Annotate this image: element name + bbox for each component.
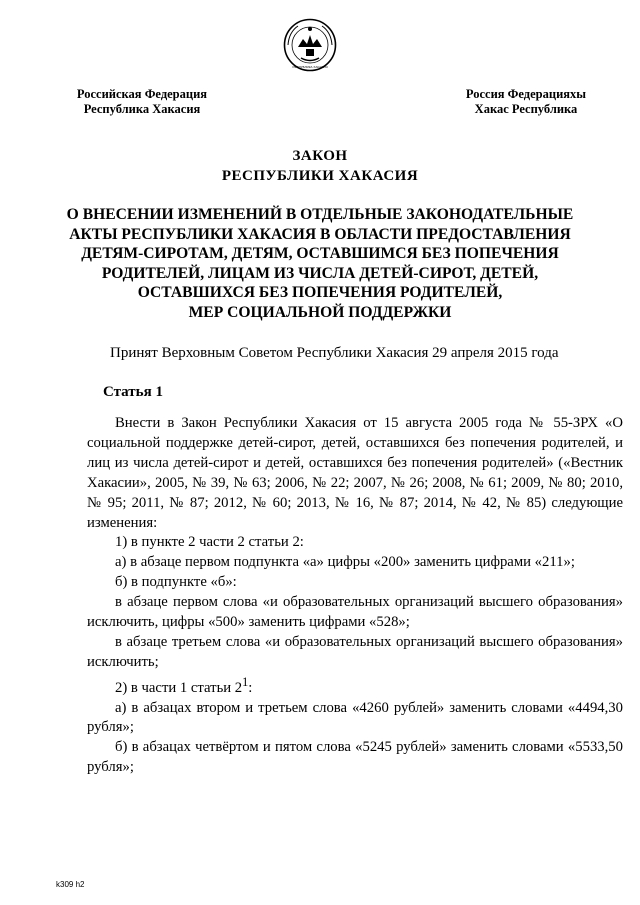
paragraph: 1) в пункте 2 части 2 статьи 2: <box>115 534 304 551</box>
paragraph: в абзаце третьем слова «и образовательных организаций высшего образования» исключить; <box>87 633 623 670</box>
item-2-text: 2) в части 1 статьи 2 <box>115 679 243 696</box>
emblem-text: РЕСПУБЛИКА ХАКАСИЯ <box>292 65 328 69</box>
paragraph: а) в абзацах втором и третьем слова «4260 рублей» заменить словами «4494,30 рубля»; <box>87 699 623 736</box>
document-title <box>40 205 600 322</box>
title-line: АКТЫ РЕСПУБЛИКИ ХАКАСИЯ В ОБЛАСТИ ПРЕДОСТАВЛЕНИЯ <box>69 225 571 243</box>
header-right-line-2: Хакас Республика <box>474 102 578 116</box>
paragraph: а) в абзаце первом подпункта «а» цифры «200» заменить цифрами «211»; <box>115 554 575 571</box>
document-type-line-1: ЗАКОН <box>292 148 348 164</box>
article-title: Статья 1 <box>103 384 163 400</box>
title-line: О ВНЕСЕНИИ ИЗМЕНЕНИЙ В ОТДЕЛЬНЫЕ ЗАКОНОДАТЕЛЬНЫЕ <box>66 206 574 223</box>
title-line: ОСТАВШИХСЯ БЕЗ ПОПЕЧЕНИЯ РОДИТЕЛЕЙ, <box>137 284 503 301</box>
coat-of-arms-icon <box>283 18 337 72</box>
paragraph: б) в подпункте «б»: <box>115 574 237 591</box>
paragraph: б) в абзацах четвёртом и пятом слова «5245 рублей» заменить словами «5533,50 рубля»; <box>87 739 623 776</box>
paragraph: в абзаце первом слова «и образовательных организаций высшего образования» исключить, цифры «500» заменить цифрами «528»; <box>87 594 623 631</box>
header-right <box>436 87 616 117</box>
paragraph <box>87 673 623 699</box>
title-line: ДЕТЯМ-СИРОТАМ, ДЕТЯМ, ОСТАВШИМСЯ БЕЗ ПОПЕЧЕНИЯ <box>81 245 559 262</box>
document-type-line-2: РЕСПУБЛИКИ ХАКАСИЯ <box>221 168 419 184</box>
title-line: РОДИТЕЛЕЙ, ЛИЦАМ ИЗ ЧИСЛА ДЕТЕЙ-СИРОТ, ДЕТЕЙ, <box>101 264 539 282</box>
header-left-line-1: Российская Федерация <box>76 87 208 101</box>
footer-code: k309 h2 <box>56 880 85 889</box>
document-type <box>40 146 600 186</box>
item-2-tail: : <box>248 679 253 696</box>
header-left <box>52 87 232 117</box>
paragraph: Внести в Закон Республики Хакасия от 15 августа 2005 года № 55-ЗРХ «О социальной поддержке детей-сирот, детей, оставшихся без попечения родителей, и лиц из числа детей-сирот и детей, оставшихся без попечения родителей» («Вестник Хакасии», 2005, № 39, № 63; 2006, № 22; 2007, № 26; 2008, № 61; 2009, № 80; 2010, № 95; 2011, № 87; 2012, № 60; 2013, № 16, № 87; 2014, № 42, № 85) следующие изменения: <box>87 415 623 531</box>
title-line: МЕР СОЦИАЛЬНОЙ ПОДДЕРЖКИ <box>188 303 452 321</box>
header-right-line-1: Россия Федерацияхы <box>465 87 587 101</box>
article-body <box>87 414 623 778</box>
adoption-note: Принят Верховным Советом Республики Хакасия 29 апреля 2015 года <box>110 345 559 361</box>
item-2-sup: 1 <box>242 674 249 689</box>
header-left-line-2: Республика Хакасия <box>83 102 201 116</box>
